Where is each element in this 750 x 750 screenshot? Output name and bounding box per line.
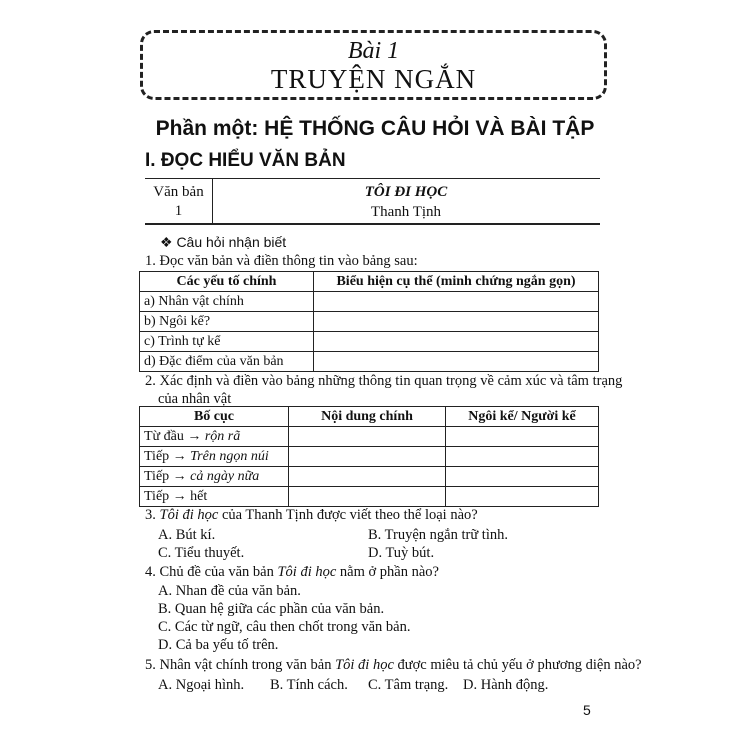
table-header: Biểu hiện cụ thể (minh chứng ngắn gọn) bbox=[314, 272, 599, 292]
question-2-line2: của nhân vật bbox=[158, 391, 232, 407]
text-info-top-rule bbox=[145, 178, 600, 179]
question-1: 1. Đọc văn bản và điền thông tin vào bảng sau: bbox=[145, 253, 418, 269]
table-header: Các yếu tố chính bbox=[140, 272, 314, 292]
answer-option[interactable]: A. Ngoại hình. bbox=[158, 677, 245, 693]
answer-cell[interactable] bbox=[446, 427, 599, 447]
text-info-label bbox=[145, 183, 212, 221]
text-info-label-line2: 1 bbox=[174, 203, 183, 219]
answer-cell[interactable] bbox=[446, 467, 599, 487]
table-cell: Tiếp → cả ngày nữa bbox=[140, 467, 289, 487]
text-author: Thanh Tịnh bbox=[370, 204, 442, 220]
table-header-row bbox=[140, 407, 599, 427]
question-2-table bbox=[139, 406, 599, 507]
table-row bbox=[140, 292, 599, 312]
table-cell: c) Trình tự kể bbox=[140, 332, 314, 352]
question-5: 5. Nhân vật chính trong văn bản Tôi đi học được miêu tả chủ yếu ở phương diện nào? bbox=[145, 657, 642, 673]
table-cell: Tiếp → hết bbox=[140, 487, 289, 507]
table-row bbox=[140, 467, 599, 487]
section-heading: I. ĐỌC HIỂU VĂN BẢN bbox=[145, 150, 346, 171]
answer-option[interactable]: C. Tâm trạng. bbox=[368, 677, 449, 693]
answer-cell[interactable] bbox=[314, 332, 599, 352]
question-2-line1: 2. Xác định và điền vào bảng những thông tin quan trọng về cảm xúc và tâm trạng bbox=[145, 373, 623, 389]
part-heading: Phần một: HỆ THỐNG CÂU HỎI VÀ BÀI TẬP bbox=[155, 117, 595, 140]
answer-option[interactable]: A. Nhan đề của văn bản. bbox=[158, 583, 301, 599]
answer-option[interactable]: D. Cả ba yếu tố trên. bbox=[158, 637, 279, 653]
text-title: TÔI ĐI HỌC bbox=[364, 184, 448, 200]
lesson-title: TRUYỆN NGẮN bbox=[270, 64, 477, 94]
answer-cell[interactable] bbox=[446, 487, 599, 507]
text-info-bottom-rule bbox=[145, 223, 600, 225]
answer-cell[interactable] bbox=[289, 447, 446, 467]
table-header-row bbox=[140, 272, 599, 292]
table-cell: b) Ngôi kể? bbox=[140, 312, 314, 332]
answer-option[interactable]: A. Bút kí. bbox=[158, 527, 216, 543]
answer-cell[interactable] bbox=[314, 312, 599, 332]
table-row bbox=[140, 312, 599, 332]
answer-option[interactable]: C. Tiểu thuyết. bbox=[158, 545, 245, 561]
answer-option[interactable]: B. Truyện ngắn trữ tình. bbox=[368, 527, 508, 543]
question-3: 3. Tôi đi học của Thanh Tịnh được viết theo thể loại nào? bbox=[145, 507, 478, 523]
table-cell: Tiếp → Trên ngọn núi bbox=[140, 447, 289, 467]
table-row bbox=[140, 487, 599, 507]
answer-option[interactable]: D. Hành động. bbox=[463, 677, 549, 693]
answer-option[interactable]: B. Quan hệ giữa các phần của văn bản. bbox=[158, 601, 385, 617]
answer-cell[interactable] bbox=[314, 292, 599, 312]
answer-option[interactable]: D. Tuỳ bút. bbox=[368, 545, 435, 561]
answer-option[interactable]: C. Các từ ngữ, câu then chốt trong văn bản. bbox=[158, 619, 411, 635]
table-cell: a) Nhân vật chính bbox=[140, 292, 314, 312]
answer-cell[interactable] bbox=[446, 447, 599, 467]
question-subheading: ❖ Câu hỏi nhận biết bbox=[160, 234, 287, 250]
page-number: 5 bbox=[583, 702, 591, 718]
table-header: Nội dung chính bbox=[289, 407, 446, 427]
table-header: Ngôi kể/ Người kể bbox=[446, 407, 599, 427]
table-row bbox=[140, 447, 599, 467]
question-2 bbox=[145, 372, 622, 408]
answer-cell[interactable] bbox=[289, 467, 446, 487]
answer-option[interactable]: B. Tính cách. bbox=[270, 677, 348, 693]
table-header: Bố cục bbox=[140, 407, 289, 427]
text-info-label-line1: Văn bản bbox=[153, 184, 204, 200]
table-cell: d) Đặc điểm của văn bản bbox=[140, 352, 314, 372]
lesson-number: Bài 1 bbox=[347, 38, 400, 64]
table-row bbox=[140, 352, 599, 372]
table-row bbox=[140, 427, 599, 447]
table-row bbox=[140, 332, 599, 352]
table-cell: Từ đầu → rộn rã bbox=[140, 427, 289, 447]
question-4: 4. Chủ đề của văn bản Tôi đi học nằm ở phần nào? bbox=[145, 564, 439, 580]
answer-cell[interactable] bbox=[289, 487, 446, 507]
answer-cell[interactable] bbox=[289, 427, 446, 447]
question-1-table bbox=[139, 271, 599, 372]
answer-cell[interactable] bbox=[314, 352, 599, 372]
